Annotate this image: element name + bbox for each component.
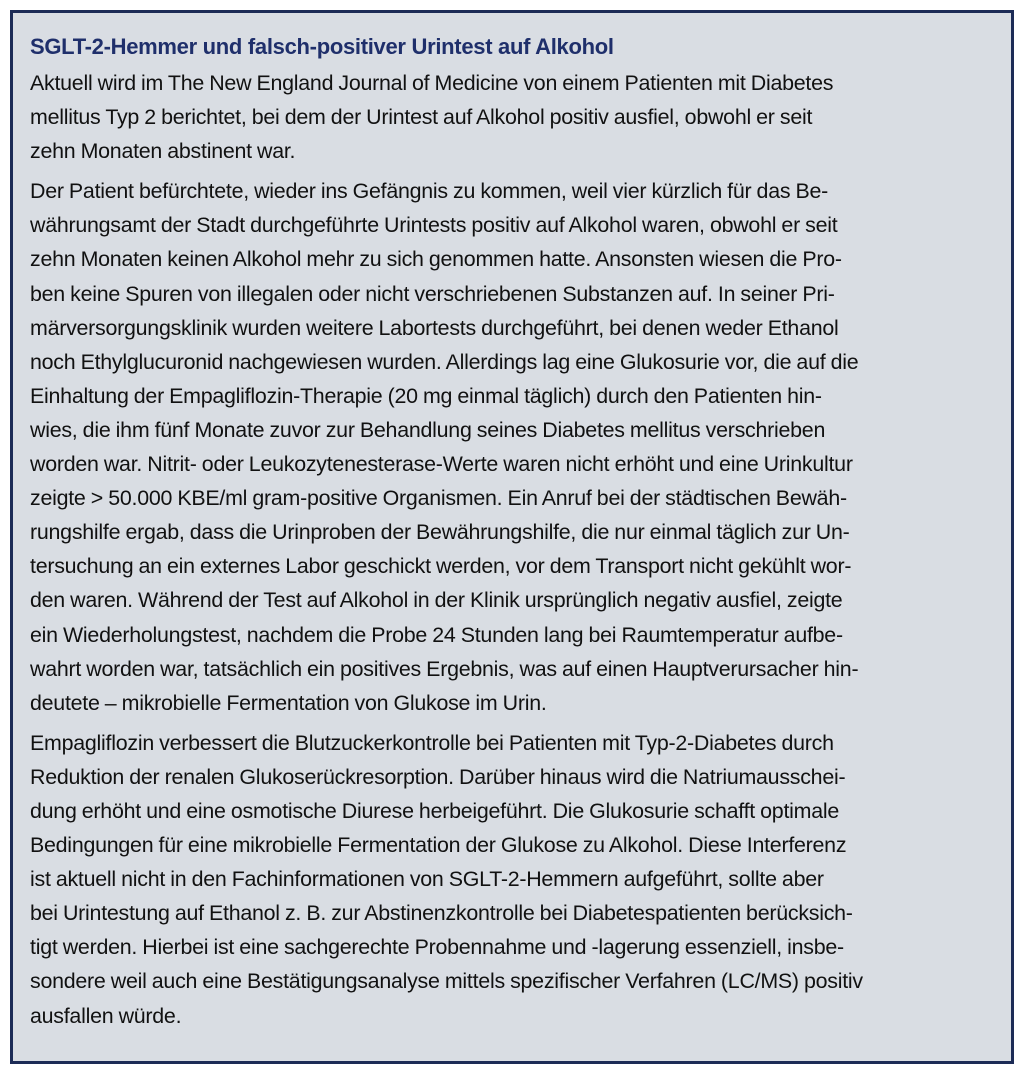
paragraph-intro: Aktuell wird im The New England Journal of Medicine von einem Patienten mit Diabetes mellitus Typ 2 berichtet, bei dem der Urintest auf Alkohol positiv ausfiel, obwohl er seit zehn Monaten abstinent war. [30,71,834,164]
paragraph-case: Der Patient befürchtete, wieder ins Gefängnis zu kommen, weil vier kürzlich für das Be- währungsamt der Stadt durchgeführte Urintests positiv auf Alkohol waren, obwohl er seit zehn Monaten keinen Alkohol mehr zu sich genommen hatte. Ansonsten wiesen die Pro- ben keine Spuren von illegalen oder nicht verschriebenen Substanzen auf. In seiner Pri- märversorgungsklinik wurden weitere Labortests durchgeführt, bei denen weder Ethanol noch Ethylglucuronid nachgewiesen wurden. Allerdings lag eine Glukosurie vor, die auf die Einhaltung der Empagliflozin-Therapie (20 mg einmal täglich) durch den Patienten hin- wies, die ihm fünf Monate zuvor zur Behandlung seines Diabetes mellitus verschrieben worden war. Nitrit- oder Leukozytenesterase-Werte waren nicht erhöht und eine Urinkultur zeigte > 50.000 KBE/ml gram-positive Organismen. Ein Anruf bei der städtischen Bewäh- rungshilfe ergab, dass die Urinproben der Bewährungshilfe, die nur einmal täglich zur Un- tersuchung an ein externes Labor geschickt werden, vor dem Transport nicht gekühlt wor- den waren. Während der Test auf Alkohol in der Klinik ursprünglich negativ ausfiel, zeigte ein Wiederholungstest, nachdem die Probe 24 Stunden lang bei Raumtemperatur aufbe- wahrt worden war, tatsächlich ein positives Ergebnis, was auf einen Hauptverursacher hin- deutete – mikrobielle Fermentation von Glukose im Urin. [30,179,859,715]
paragraph-conclusion: Empagliflozin verbessert die Blutzuckerkontrolle bei Patienten mit Typ-2-Diabetes durch Reduktion der renalen Glukoserückresorption. Darüber hinaus wird die Natriumausschei- dung erhöht und eine osmotische Diurese herbeigeführt. Die Glukosurie schafft optimale Bedingungen für eine mikrobielle Fermentation der Glukose zu Alkohol. Diese Interferenz ist aktuell nicht in den Fachinformationen von SGLT-2-Hemmern aufgeführt, sollte aber bei Urintestung auf Ethanol z. B. zur Abstinenzkontrolle bei Diabetespatienten berücksich- tigt werden. Hierbei ist eine sachgerechte Probennahme und -lagerung essenziell, insbe- sondere weil auch eine Bestätigungsanalyse mittels spezifischer Verfahren (LC/MS) positiv ausfallen würde. [30,730,863,1028]
info-box [10,10,1014,1064]
box-title: SGLT-2-Hemmer und falsch-positiver Urintest auf Alkohol [30,34,614,59]
